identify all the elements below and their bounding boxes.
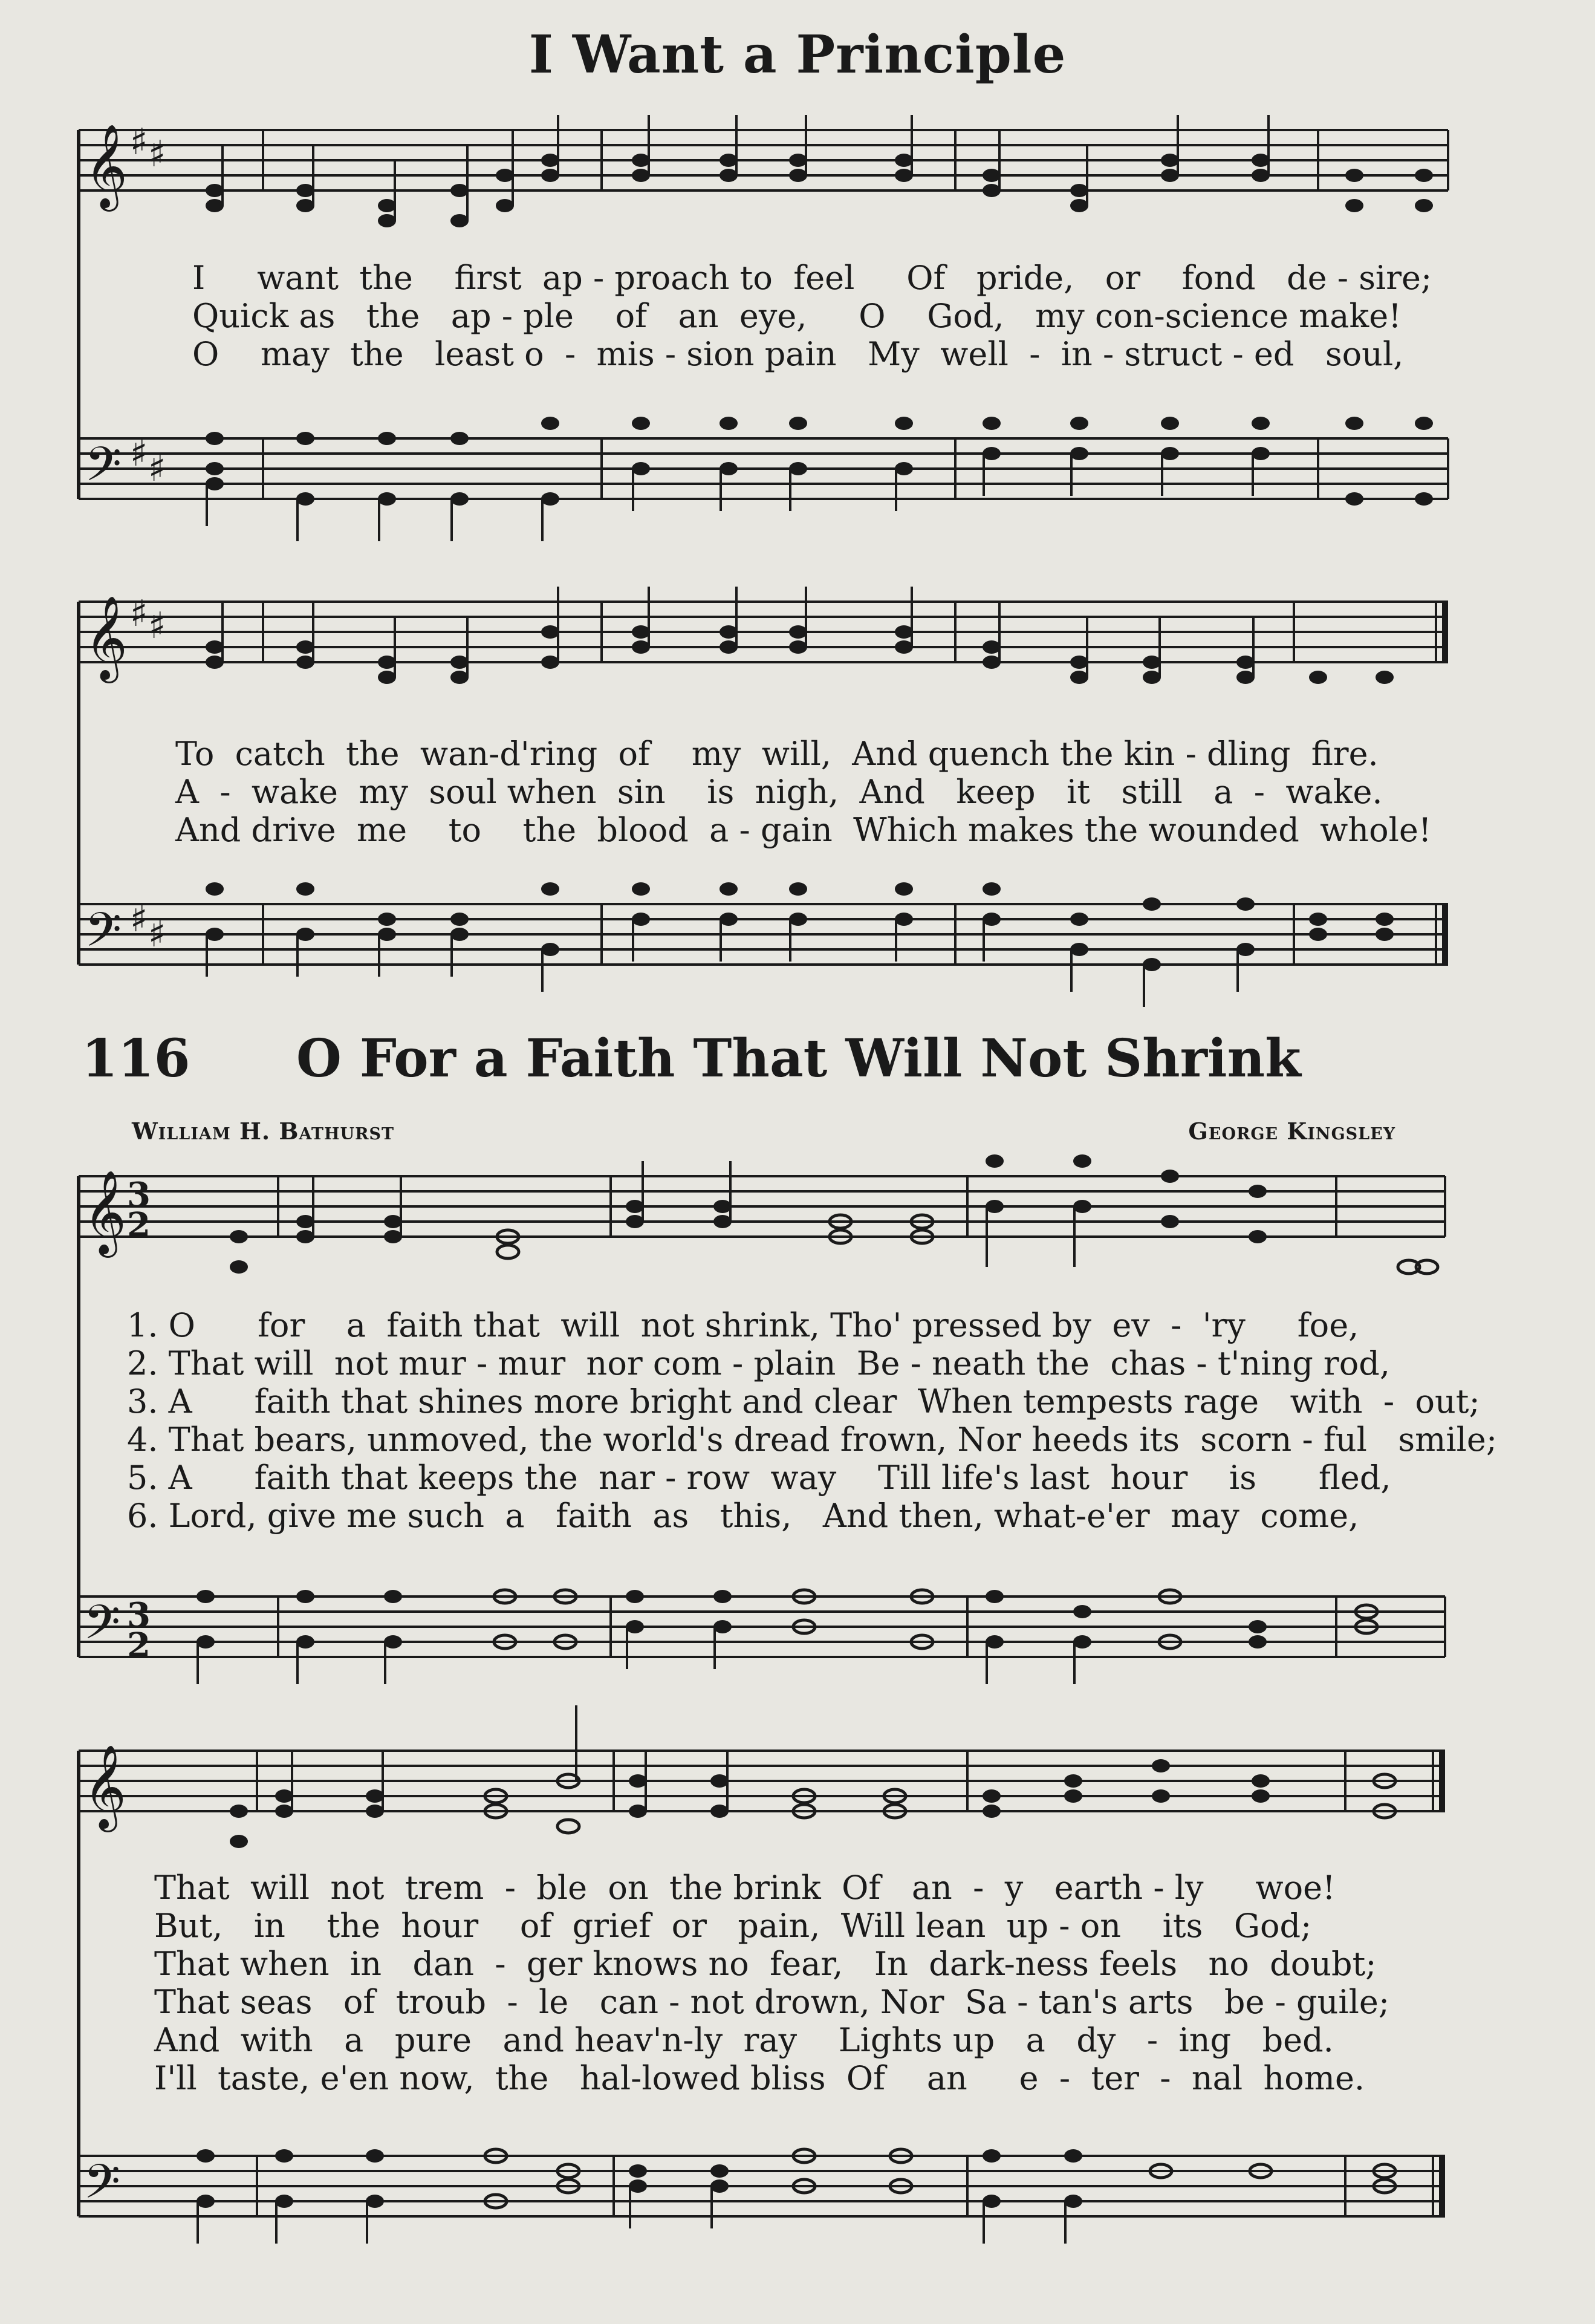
svg-text:♯: ♯: [148, 448, 166, 490]
lyric-line: But, in the hour of grief or pain, Will lean up - on its God;: [154, 1907, 1312, 1945]
lyric-line: 5. A faith that keeps the nar - row way Till life's last hour is fled,: [127, 1459, 1391, 1497]
lyric-line: A - wake my soul when sin is nigh, And keep it still a - wake.: [175, 773, 1383, 811]
lyric-line: I'll taste, e'en now, the hal-lowed bliss Of an e - ter - nal home.: [154, 2059, 1365, 2097]
svg-text:♯: ♯: [130, 432, 148, 475]
svg-text:𝄞: 𝄞: [83, 1745, 126, 1829]
lyricist-credit: William H. Bathurst: [132, 1118, 395, 1145]
svg-text:2: 2: [127, 1205, 151, 1245]
hymn1-lyrics-system2: [175, 735, 1432, 849]
lyric-line: That seas of troub - le can - not drown, Nor Sa - tan's arts be - guile;: [154, 1983, 1390, 2021]
svg-text:♯: ♯: [148, 605, 166, 647]
lyric-line: 6. Lord, give me such a faith as this, And then, what-e'er may come,: [127, 1497, 1359, 1535]
svg-text:𝄢: 𝄢: [83, 2155, 121, 2221]
hymn-title: I Want a Principle: [528, 24, 1067, 85]
lyric-line: That will not trem - ble on the brink Of an - y earth - ly woe!: [154, 1869, 1336, 1907]
hymn-title: O For a Faith That Will Not Shrink: [296, 1028, 1301, 1089]
lyric-line: 4. That bears, unmoved, the world's dread frown, Nor heeds its scorn - ful smile;: [127, 1421, 1498, 1459]
hymn1-lyrics-system1: [192, 259, 1432, 373]
lyric-line: 2. That will not mur - mur nor com - plain Be - neath the chas - t'ning rod,: [127, 1344, 1390, 1382]
hymn-number: 116: [82, 1028, 190, 1089]
svg-text:♯: ♯: [148, 133, 166, 175]
svg-text:♯: ♯: [148, 913, 166, 955]
svg-text:𝄞: 𝄞: [85, 596, 128, 680]
svg-text:𝄢: 𝄢: [85, 437, 122, 504]
lyric-line: I want the first ap - proach to feel Of pride, or fond de - sire;: [192, 259, 1432, 297]
svg-text:𝄞: 𝄞: [85, 124, 128, 208]
lyric-line: O may the least o - mis - sion pain My well - in - struct - ed soul,: [192, 335, 1404, 373]
composer-credit: George Kingsley: [1188, 1118, 1395, 1145]
lyric-line: And drive me to the blood a - gain Which makes the wounded whole!: [175, 811, 1432, 849]
svg-text:2: 2: [127, 1626, 151, 1665]
svg-text:3: 3: [127, 1595, 151, 1635]
svg-text:𝄢: 𝄢: [85, 903, 122, 969]
hymn116-lyrics-system1: [127, 1306, 1497, 1535]
svg-text:♯: ♯: [130, 121, 148, 163]
svg-text:♯: ♯: [130, 898, 148, 940]
svg-text:𝄞: 𝄞: [83, 1170, 126, 1254]
hymn116-lyrics-system2: [154, 1869, 1389, 2097]
lyric-line: That when in dan - ger knows no fear, In dark-ness feels no doubt;: [154, 1945, 1377, 1983]
svg-text:3: 3: [127, 1175, 151, 1215]
lyric-line: 1. O for a faith that will not shrink, Tho' pressed by ev - 'ry foe,: [127, 1306, 1359, 1344]
lyric-line: And with a pure and heav'n-ly ray Lights up a dy - ing bed.: [154, 2021, 1334, 2059]
lyric-line: Quick as the ap - ple of an eye, O God, my con-science make!: [192, 297, 1402, 335]
lyric-line: To catch the wan-d'ring of my will, And quench the kin - dling fire.: [175, 735, 1379, 773]
svg-text:𝄢: 𝄢: [83, 1595, 121, 1662]
music-staff-hymn1-system1: [0, 0, 1595, 1028]
svg-text:♯: ♯: [130, 593, 148, 635]
lyric-line: 3. A faith that shines more bright and clear When tempests rage with - out;: [127, 1382, 1480, 1421]
